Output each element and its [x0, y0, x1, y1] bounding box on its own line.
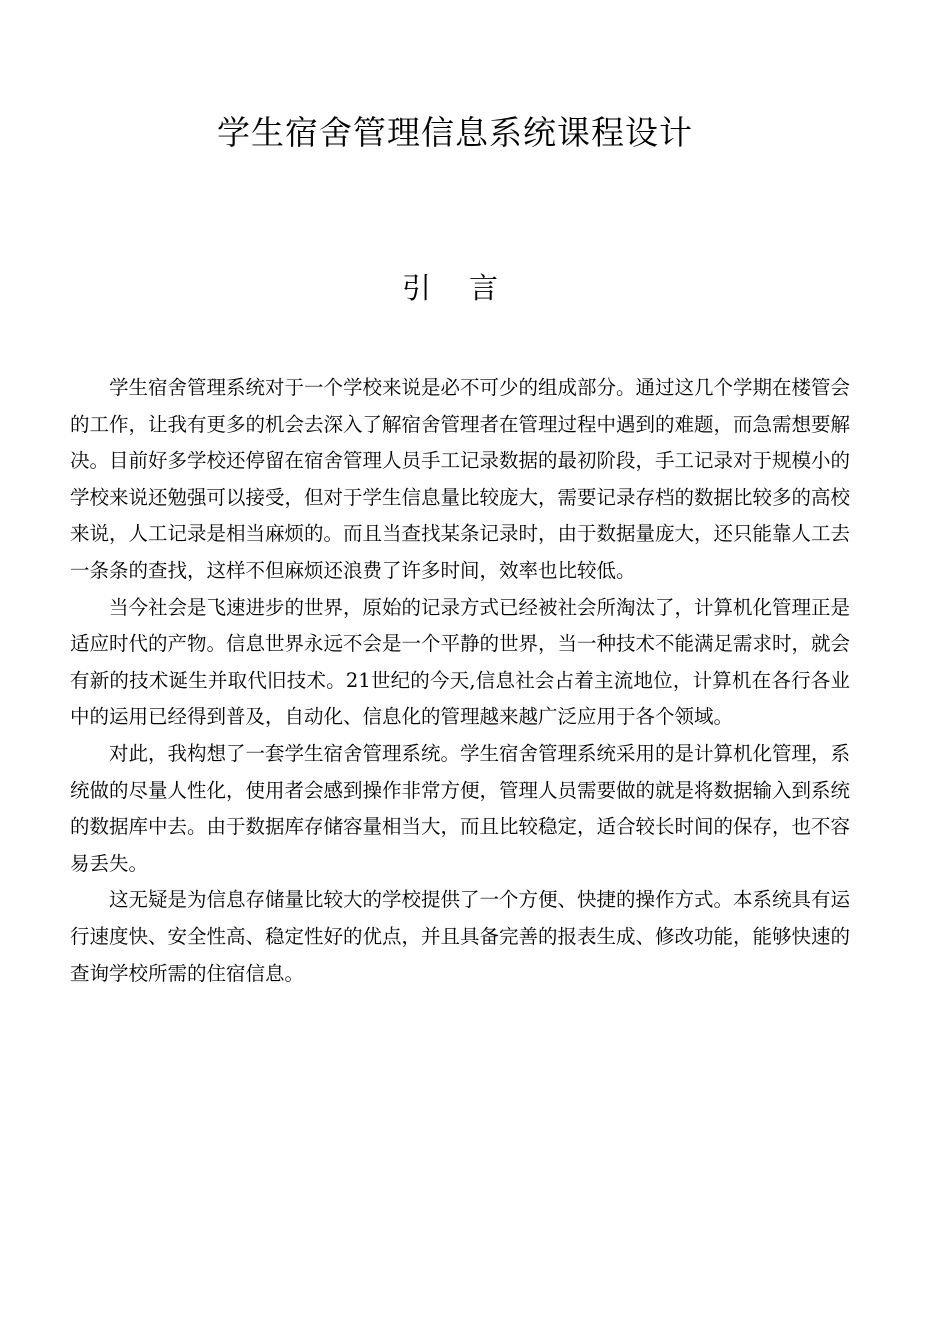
section-heading-char-2: 言 — [469, 271, 499, 305]
paragraph-2: 当今社会是飞速进步的世界，原始的记录方式已经被社会所淘汰了，计算机化管理正是适应时代的产物。信息世界永远不会是一个平静的世界，当一种技术不能满足需求时，就会有新的技术诞生并取代旧技术。21世纪的今天,信息社会占着主流地位，计算机在各行各业中的运用已经得到普及，自动化、信息化的管理越来越广泛应用于各个领域。 — [70, 595, 851, 729]
paragraph-4: 这无疑是为信息存储量比较大的学校提供了一个方便、快捷的操作方式。本系统具有运行速度快、安全性高、稳定性好的优点，并且具备完善的报表生成、修改功能，能够快速的查询学校所需的住宿信息。 — [70, 888, 851, 985]
body-text — [70, 370, 850, 992]
paragraph-1: 学生宿舍管理系统对于一个学校来说是必不可少的组成部分。通过这几个学期在楼管会的工作，让我有更多的机会去深入了解宿舍管理者在管理过程中遇到的难题，而急需想要解决。目前好多学校还停留在宿舍管理人员手工记录数据的最初阶段，手工记录对于规模小的学校来说还勉强可以接受，但对于学生信息量比较庞大，需要记录存档的数据比较多的高校来说，人工记录是相当麻烦的。而且当查找某条记录时，由于数据量庞大，还只能靠人工去一条条的查找，这样不但麻烦还浪费了许多时间，效率也比较低。 — [70, 376, 851, 582]
document-title: 学生宿舍管理信息系统课程设计 — [217, 113, 693, 152]
section-heading-char-1: 引 — [401, 271, 431, 305]
paragraph-3: 对此，我构想了一套学生宿舍管理系统。学生宿舍管理系统采用的是计算机化管理，系统做的尽量人性化，使用者会感到操作非常方便，管理人员需要做的就是将数据输入到系统的数据库中去。由于数据库存储容量相当大，而且比较稳定，适合较长时间的保存，也不容易丢失。 — [70, 741, 851, 875]
section-heading-introduction — [0, 266, 900, 310]
